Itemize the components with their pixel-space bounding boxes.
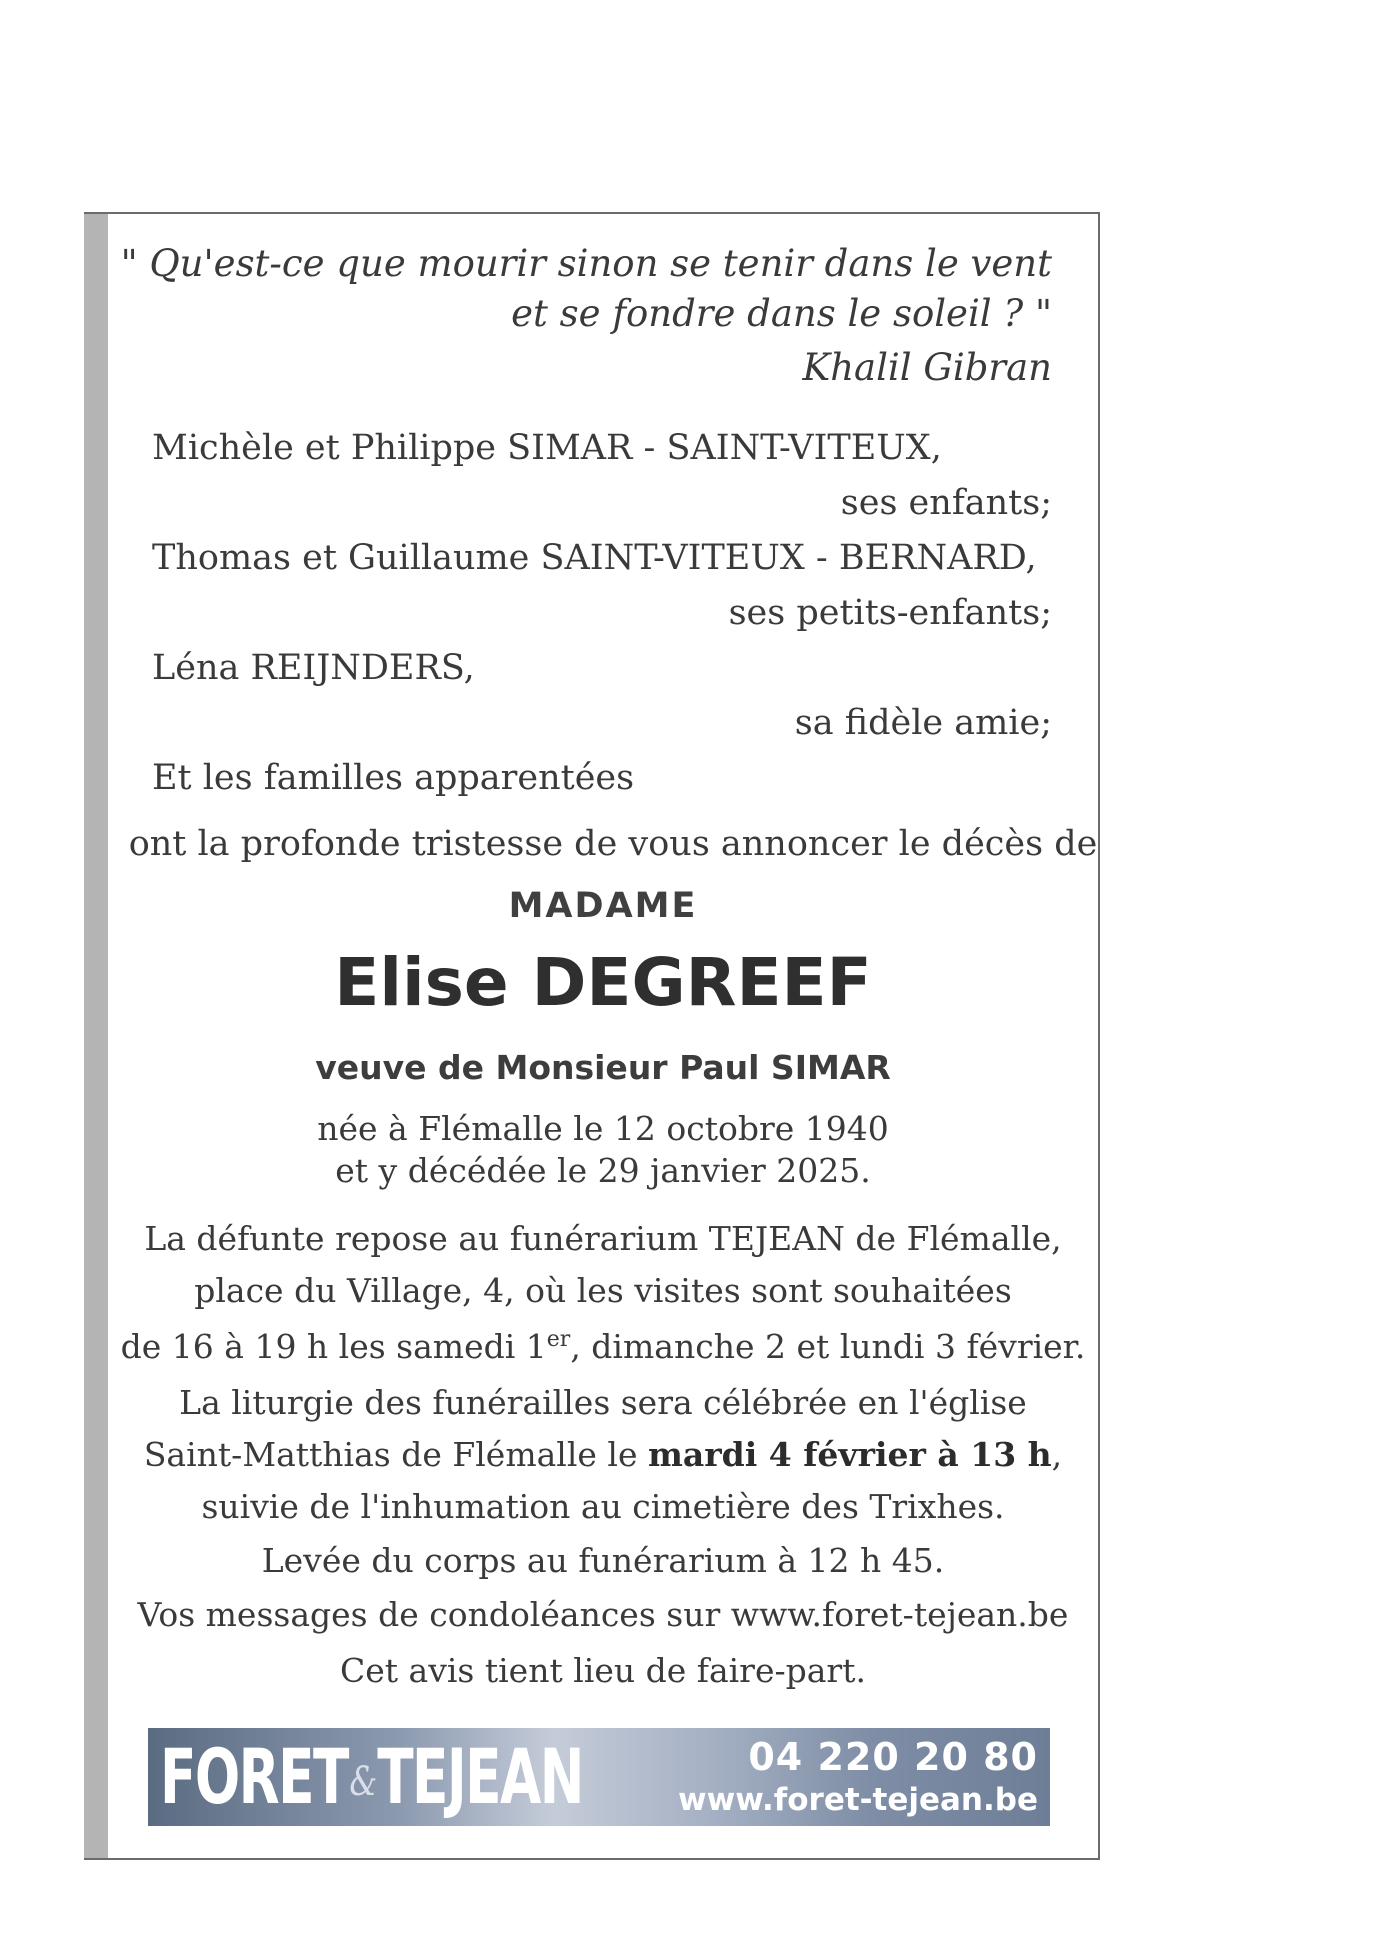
detail-line-6: suivie de l'inhumation au cimetière des Trixhes. xyxy=(201,1487,1005,1526)
announcement: ont la profonde tristesse de vous annoncer le décès de xyxy=(128,824,1098,864)
logo-ampersand: & xyxy=(349,1759,376,1805)
deceased-title: MADAME xyxy=(508,886,698,926)
funeral-home-banner xyxy=(148,1728,1050,1826)
quote-line-2: et se fondre dans le soleil ? " xyxy=(511,292,1052,335)
families-line: Et les familles apparentées xyxy=(152,758,635,798)
detail-line-8: Vos messages de condoléances sur www.foret-tejean.be xyxy=(137,1595,1069,1634)
funeral-date: mardi 4 février à 13 h xyxy=(648,1435,1052,1474)
detail-line-2: place du Village, 4, où les visites sont souhaitées xyxy=(194,1271,1012,1310)
death-line: et y décédée le 29 janvier 2025. xyxy=(335,1151,871,1190)
detail-line-3 xyxy=(108,1326,1098,1368)
family-relation-1: ses enfants; xyxy=(840,483,1052,523)
ordinal-suffix: er xyxy=(546,1327,571,1352)
detail-line-5 xyxy=(108,1434,1098,1476)
detail-line-1: La défunte repose au funérarium TEJEAN de Flémalle, xyxy=(144,1219,1062,1258)
banner-contact xyxy=(678,1734,1038,1820)
deceased-name: Elise DEGREEF xyxy=(334,944,872,1021)
left-border-bar xyxy=(84,214,108,1858)
family-relation-2: ses petits-enfants; xyxy=(728,593,1052,633)
logo-left: FORET xyxy=(160,1732,348,1821)
website-url: www.foret-tejean.be xyxy=(678,1782,1038,1818)
widow-of: veuve de Monsieur Paul SIMAR xyxy=(315,1048,891,1087)
phone-number: 04 220 20 80 xyxy=(748,1735,1038,1779)
detail-line-4: La liturgie des funérailles sera célébrée en l'église xyxy=(179,1383,1027,1422)
birth-line: née à Flémalle le 12 octobre 1940 xyxy=(317,1109,889,1148)
comma: , xyxy=(1051,1435,1063,1474)
foret-tejean-logo xyxy=(160,1732,583,1821)
visit-hours: de 16 à 19 h les samedi 1 xyxy=(120,1327,547,1366)
detail-line-7: Levée du corps au funérarium à 12 h 45. xyxy=(261,1541,945,1580)
family-name-3: Léna REIJNDERS, xyxy=(152,648,475,688)
visit-days: , dimanche 2 et lundi 3 février. xyxy=(570,1327,1086,1366)
quote-line-1: " Qu'est-ce que mourir sinon se tenir dans le vent xyxy=(120,242,1052,285)
family-relation-3: sa fidèle amie; xyxy=(794,703,1052,743)
family-name-1: Michèle et Philippe SIMAR - SAINT-VITEUX, xyxy=(152,428,942,468)
quote-author: Khalil Gibran xyxy=(802,346,1052,389)
church-text: Saint-Matthias de Flémalle le xyxy=(143,1435,648,1474)
family-name-2: Thomas et Guillaume SAINT-VITEUX - BERNARD, xyxy=(152,538,1037,578)
death-notice xyxy=(84,212,1100,1860)
detail-line-9: Cet avis tient lieu de faire-part. xyxy=(340,1651,866,1690)
logo-right: TEJEAN xyxy=(377,1732,583,1821)
